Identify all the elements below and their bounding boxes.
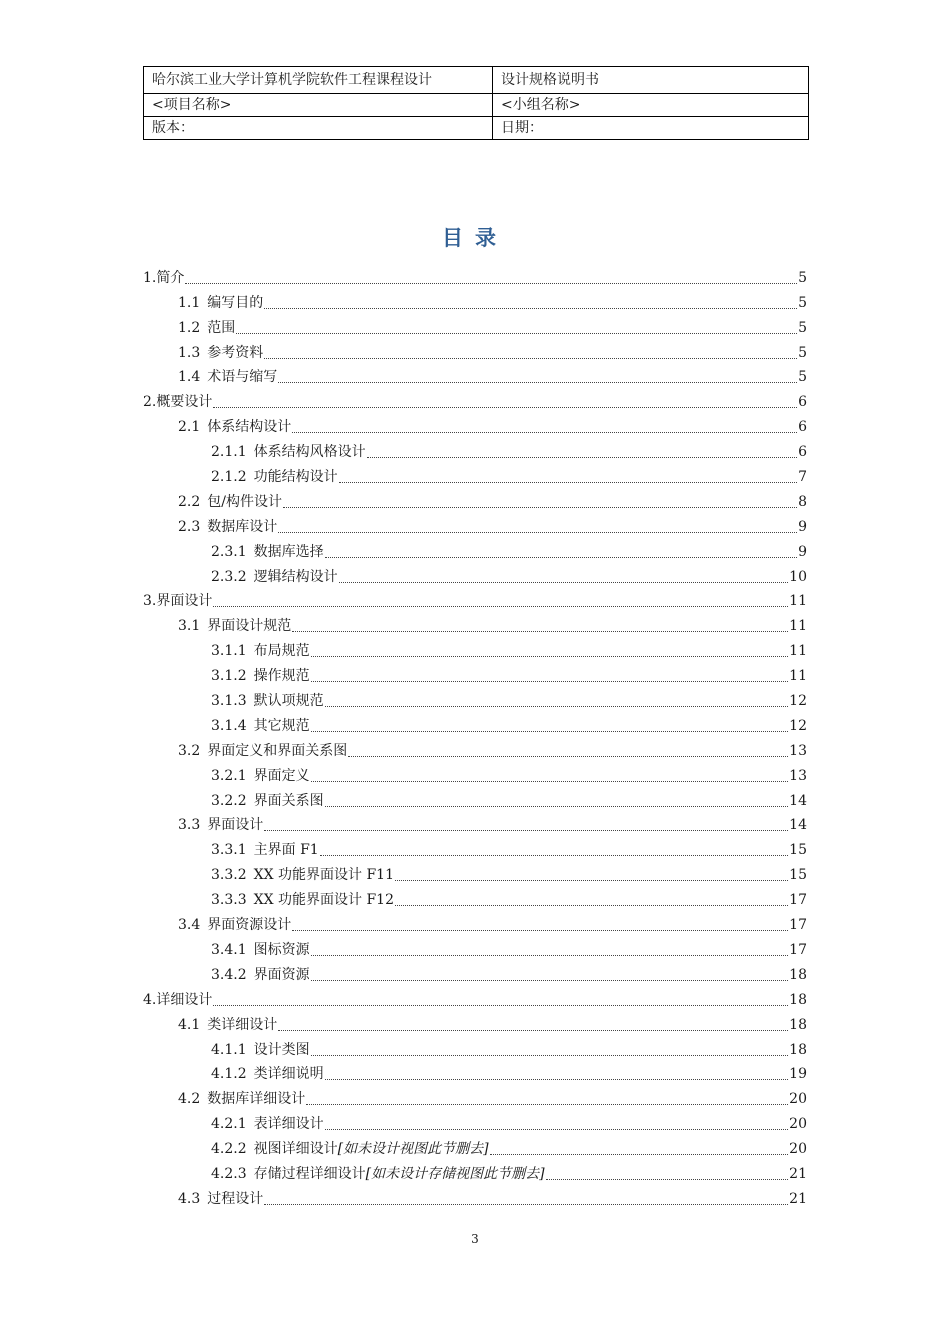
toc-dot-leader <box>311 767 789 782</box>
toc-entry[interactable] <box>143 1034 807 1059</box>
toc-entry[interactable] <box>143 785 807 810</box>
page-number: 3 <box>471 1232 479 1246</box>
toc-entry[interactable] <box>143 1183 807 1208</box>
toc-dot-leader <box>311 717 789 732</box>
toc-entry-number: 4.3 <box>178 1190 201 1207</box>
toc-entry[interactable] <box>143 1059 807 1084</box>
toc-entry[interactable] <box>143 411 807 436</box>
toc-entry-title: 概要设计 <box>156 394 213 411</box>
toc-dot-leader <box>320 841 788 856</box>
toc-entry-number: 3.1.3 <box>211 693 247 710</box>
toc-entry[interactable] <box>143 660 807 685</box>
toc-entry-title: 体系结构风格设计 <box>253 444 366 461</box>
toc-entry-title: 默认项规范 <box>253 693 324 710</box>
toc-dot-leader <box>213 991 788 1006</box>
toc-entry-page: 21 <box>789 1165 807 1182</box>
toc-dot-leader <box>236 319 797 334</box>
toc-entry-page: 18 <box>789 991 807 1008</box>
toc-entry-number: 4.2.2 <box>211 1141 247 1158</box>
toc-dot-leader <box>325 792 789 807</box>
toc-entry-page: 5 <box>798 269 807 286</box>
toc-dot-leader <box>325 692 789 707</box>
group-name-cell: <小组名称> <box>493 94 809 117</box>
toc-entry[interactable] <box>143 884 807 909</box>
toc-entry-title: 术语与缩写 <box>207 369 278 386</box>
header-table <box>143 66 809 140</box>
toc-entry-page: 6 <box>798 394 807 411</box>
toc-entry-title: 设计类图 <box>253 1041 310 1058</box>
toc-entry[interactable] <box>143 610 807 635</box>
toc-entry[interactable] <box>143 312 807 337</box>
toc-entry-title: 操作规范 <box>253 668 310 685</box>
toc-entry-title: 布局规范 <box>253 643 310 660</box>
toc-entry-title: 界面关系图 <box>253 792 324 809</box>
toc-entry-title: XX 功能界面设计 F11 <box>253 867 394 884</box>
header-row <box>144 117 809 140</box>
toc-entry[interactable] <box>143 959 807 984</box>
toc-entry-page: 17 <box>789 892 807 909</box>
toc-entry[interactable] <box>143 561 807 586</box>
toc-entry-title: 简介 <box>156 269 185 286</box>
toc-entry-title: 范围 <box>207 319 236 336</box>
toc-entry-title: 存储过程详细设计 <box>253 1165 366 1182</box>
toc-entry[interactable] <box>143 934 807 959</box>
toc-entry[interactable] <box>143 287 807 312</box>
toc-dot-leader <box>292 617 788 632</box>
toc-dot-leader <box>311 642 789 657</box>
toc-entry[interactable] <box>143 337 807 362</box>
toc-entry-number: 1.2 <box>178 319 201 336</box>
toc-dot-leader <box>185 269 797 284</box>
toc-entry-page: 15 <box>789 842 807 859</box>
toc-entry-number: 3. <box>143 593 157 610</box>
toc-dot-leader <box>278 368 797 383</box>
toc-entry[interactable] <box>143 1083 807 1108</box>
toc-entry-title: 界面资源设计 <box>207 917 292 934</box>
toc-entry[interactable] <box>143 362 807 387</box>
toc-dot-leader <box>395 866 788 881</box>
toc-entry[interactable] <box>143 1158 807 1183</box>
toc-entry-page: 5 <box>798 294 807 311</box>
toc-dot-leader <box>292 418 797 433</box>
toc-dot-leader <box>325 1065 789 1080</box>
toc-entry[interactable] <box>143 760 807 785</box>
toc-dot-leader <box>339 568 789 583</box>
toc-entry-title: 过程设计 <box>207 1190 264 1207</box>
toc-dot-leader <box>311 966 789 981</box>
toc-title: 目录 <box>442 226 508 250</box>
toc-entry-title: 功能结构设计 <box>253 469 338 486</box>
project-name-cell: <项目名称> <box>144 94 493 117</box>
toc-dot-leader <box>264 294 797 309</box>
toc-entry-number: 2.1.1 <box>211 444 247 461</box>
toc-entry-title: 界面资源 <box>253 966 310 983</box>
toc-entry-page: 20 <box>789 1091 807 1108</box>
toc-entry[interactable] <box>143 735 807 760</box>
toc-entry-number: 4.2.3 <box>211 1165 247 1182</box>
toc-entry-page: 14 <box>789 817 807 834</box>
toc-dot-leader <box>278 1016 788 1031</box>
toc-dot-leader <box>283 493 797 508</box>
toc-entry-number: 4. <box>143 991 157 1008</box>
toc-entry-page: 7 <box>798 469 807 486</box>
toc-entry-page: 11 <box>789 618 807 635</box>
toc-entry-number: 1.1 <box>178 294 201 311</box>
toc-entry-number: 3.2.2 <box>211 792 247 809</box>
toc-dot-leader <box>325 1115 789 1130</box>
toc-entry-number: 4.1.2 <box>211 1066 247 1083</box>
toc-entry-number: 3.4.1 <box>211 941 247 958</box>
toc-entry[interactable] <box>143 859 807 884</box>
toc-entry-number: 2. <box>143 394 157 411</box>
toc-entry[interactable] <box>143 909 807 934</box>
toc-entry[interactable] <box>143 536 807 561</box>
toc-entry-page: 5 <box>798 344 807 361</box>
toc-entry[interactable] <box>143 984 807 1009</box>
toc-entry-title: 体系结构设计 <box>207 419 292 436</box>
toc-entry-title: 编写目的 <box>207 294 264 311</box>
toc-entry[interactable] <box>143 810 807 835</box>
header-row <box>144 94 809 117</box>
toc-entry-page: 17 <box>789 917 807 934</box>
toc-entry-number: 3.1.2 <box>211 668 247 685</box>
toc-entry-number: 2.1 <box>178 419 201 436</box>
toc-entry-number: 3.3.2 <box>211 867 247 884</box>
toc-entry-number: 4.2 <box>178 1091 201 1108</box>
toc-entry-page: 20 <box>789 1116 807 1133</box>
toc-dot-leader <box>292 916 788 931</box>
toc-entry-page: 8 <box>798 493 807 510</box>
toc-entry-number: 4.1 <box>178 1016 201 1033</box>
toc-entry-page: 21 <box>789 1190 807 1207</box>
toc-dot-leader <box>311 941 789 956</box>
toc-dot-leader <box>306 1090 788 1105</box>
toc-entry-title: XX 功能界面设计 F12 <box>253 892 394 909</box>
toc-entry[interactable] <box>143 461 807 486</box>
toc-entry-page: 13 <box>789 767 807 784</box>
toc-entry-title: 界面设计 <box>207 817 264 834</box>
toc-entry-page: 18 <box>789 966 807 983</box>
toc-entry-title: 包/构件设计 <box>207 493 282 510</box>
toc-entry-title: 界面设计 <box>156 593 213 610</box>
toc-entry-number: 2.3.2 <box>211 568 247 585</box>
toc-entry-number: 1. <box>143 269 157 286</box>
toc-entry-number: 3.2.1 <box>211 767 247 784</box>
toc-entry-page: 9 <box>798 518 807 535</box>
toc-dot-leader <box>264 1190 788 1205</box>
toc-entry-title: 参考资料 <box>207 344 264 361</box>
toc-entry-page: 12 <box>789 717 807 734</box>
toc-dot-leader <box>325 543 797 558</box>
toc-entry[interactable] <box>143 1108 807 1133</box>
toc-entry-number: 3.1 <box>178 618 201 635</box>
toc-entry-page: 12 <box>789 693 807 710</box>
toc-entry-number: 4.2.1 <box>211 1116 247 1133</box>
toc-entry-number: 3.1.1 <box>211 643 247 660</box>
toc-entry-page: 18 <box>789 1041 807 1058</box>
toc-entry[interactable] <box>143 262 807 287</box>
toc-entry-page: 13 <box>789 742 807 759</box>
toc-entry-number: 3.4 <box>178 917 201 934</box>
toc-entry[interactable] <box>143 436 807 461</box>
toc-dot-leader <box>339 468 797 483</box>
date-cell: 日期： <box>493 117 809 140</box>
toc-entry-number: 3.2 <box>178 742 201 759</box>
toc-entry[interactable] <box>143 635 807 660</box>
toc-dot-leader <box>311 1041 789 1056</box>
toc-entry-page: 17 <box>789 941 807 958</box>
toc-entry-number: 1.4 <box>178 369 201 386</box>
toc-dot-leader <box>395 891 788 906</box>
toc-entry-number: 2.3 <box>178 518 201 535</box>
toc-entry[interactable] <box>143 511 807 536</box>
toc-entry-page: 5 <box>798 369 807 386</box>
toc-entry-title: 主界面 F1 <box>253 842 319 859</box>
toc-dot-leader <box>213 592 788 607</box>
toc-dot-leader <box>490 1140 789 1155</box>
toc-dot-leader <box>348 742 788 757</box>
toc-entry-number: 2.3.1 <box>211 543 247 560</box>
toc-entry-page: 20 <box>789 1141 807 1158</box>
toc-dot-leader <box>311 667 789 682</box>
toc-entry-title: 界面设计规范 <box>207 618 292 635</box>
toc-entry-title: 数据库详细设计 <box>207 1091 306 1108</box>
toc-entry-page: 11 <box>789 668 807 685</box>
toc-entry[interactable] <box>143 685 807 710</box>
toc-entry-title: 界面定义和界面关系图 <box>207 742 348 759</box>
toc-entry-title: 类详细设计 <box>207 1016 278 1033</box>
toc-entry-number: 2.1.2 <box>211 469 247 486</box>
toc-dot-leader <box>213 393 797 408</box>
toc-entry-page: 11 <box>789 593 807 610</box>
document-type-cell: 设计规格说明书 <box>493 67 809 94</box>
toc-entry[interactable] <box>143 586 807 611</box>
toc-entry-page: 9 <box>798 543 807 560</box>
toc-entry-number: 4.1.1 <box>211 1041 247 1058</box>
toc-entry[interactable] <box>143 386 807 411</box>
toc-entry-title: 逻辑结构设计 <box>253 568 338 585</box>
toc-entry[interactable] <box>143 710 807 735</box>
toc-entry-page: 6 <box>798 419 807 436</box>
toc-entry-number: 3.3 <box>178 817 201 834</box>
toc-entry-number: 3.4.2 <box>211 966 247 983</box>
toc-entry[interactable] <box>143 1133 807 1158</box>
toc-entry-number: 1.3 <box>178 344 201 361</box>
toc-entry-title: 数据库设计 <box>207 518 278 535</box>
toc-entry-title: 视图详细设计 <box>253 1141 338 1158</box>
toc-entry-page: 15 <box>789 867 807 884</box>
toc-entry-page: 11 <box>789 643 807 660</box>
course-title-cell: 哈尔滨工业大学计算机学院软件工程课程设计 <box>144 67 493 94</box>
table-of-contents <box>143 262 807 1208</box>
version-cell: 版本： <box>144 117 493 140</box>
toc-entry-page: 5 <box>798 319 807 336</box>
toc-entry[interactable] <box>143 1009 807 1034</box>
toc-entry-title: 类详细说明 <box>253 1066 324 1083</box>
toc-entry-number: 3.1.4 <box>211 717 247 734</box>
toc-entry-title: 数据库选择 <box>253 543 324 560</box>
toc-entry-title: 其它规范 <box>253 717 310 734</box>
toc-entry-page: 19 <box>789 1066 807 1083</box>
toc-entry-title: 界面定义 <box>253 767 310 784</box>
toc-entry-number: 2.2 <box>178 493 201 510</box>
toc-entry[interactable] <box>143 834 807 859</box>
toc-dot-leader <box>264 816 788 831</box>
toc-entry-number: 3.3.3 <box>211 892 247 909</box>
toc-entry-title: 详细设计 <box>156 991 213 1008</box>
toc-dot-leader <box>278 518 797 533</box>
toc-entry-number: 3.3.1 <box>211 842 247 859</box>
header-row <box>144 67 809 94</box>
toc-entry-title: 表详细设计 <box>253 1116 324 1133</box>
toc-entry-page: 10 <box>789 568 807 585</box>
toc-entry-note: [如未设计视图此节删去] <box>337 1141 489 1158</box>
toc-entry[interactable] <box>143 486 807 511</box>
toc-dot-leader <box>367 443 797 458</box>
toc-entry-page: 6 <box>798 444 807 461</box>
toc-entry-note: [如未设计存储视图此节删去] <box>365 1165 545 1182</box>
toc-dot-leader <box>264 344 797 359</box>
toc-entry-page: 18 <box>789 1016 807 1033</box>
toc-entry-page: 14 <box>789 792 807 809</box>
toc-dot-leader <box>546 1165 789 1180</box>
toc-entry-title: 图标资源 <box>253 941 310 958</box>
